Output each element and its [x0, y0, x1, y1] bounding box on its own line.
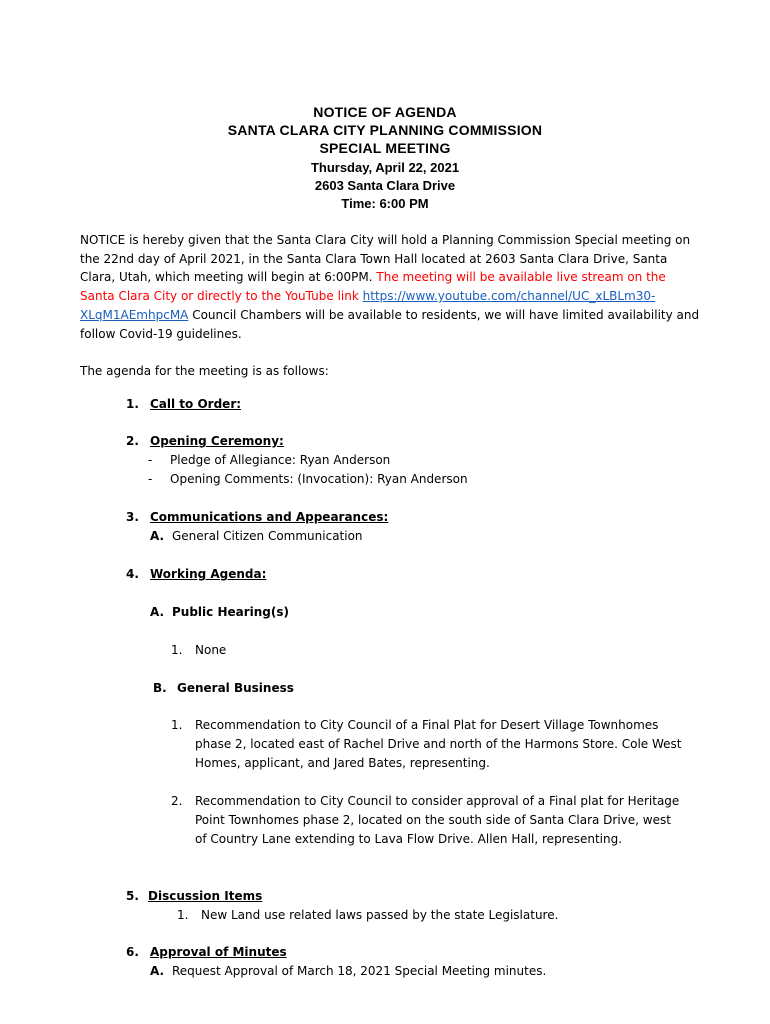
sub-letter: A.: [150, 529, 165, 543]
item-title: Working Agenda:: [150, 567, 267, 581]
item-number: 1.: [126, 397, 139, 411]
meeting-type: SPECIAL MEETING: [319, 140, 451, 156]
heritage-point-recommendation: Recommendation to City Council to consider approval of a Final plat for Heritage Point Townhomes phase 2, located on the south side of Santa Clara Drive, west of Country Lane extending to Lava Flow Drive. Allen Hall, representing.: [195, 794, 680, 846]
item-number: 3.: [126, 510, 139, 524]
discussion-item-1: [177, 906, 558, 925]
sub-number: 1.: [171, 643, 183, 657]
item-title: Approval of Minutes: [150, 945, 287, 959]
opening-comments-text: Opening Comments: (Invocation): Ryan Anderson: [170, 472, 468, 486]
meeting-address: 2603 Santa Clara Drive: [314, 178, 456, 193]
item-title: Discussion Items: [148, 889, 263, 903]
general-business-item-2-number: [171, 792, 182, 811]
agenda-item-1: [126, 395, 241, 414]
public-hearing-heading: [150, 603, 289, 622]
meeting-time: Time: 6:00 PM: [341, 196, 429, 211]
pledge-text: Pledge of Allegiance: Ryan Anderson: [170, 453, 391, 467]
intro-text: NOTICE is hereby given that the Santa Clara City will hold a Planning Commission Special meeting on the 22nd day of April 2021, in the Santa Clara Town Hall located at 2603 Santa Clara Drive, Santa Clara, Utah, which meeting will begin at 6:00PM.: [80, 233, 691, 285]
sub-number: 1.: [177, 908, 189, 922]
meeting-date: Thursday, April 22, 2021: [310, 160, 460, 175]
sub-letter: A.: [150, 964, 165, 978]
sub-letter: B.: [153, 681, 167, 695]
intro-paragraph: [80, 231, 700, 343]
notice-title: NOTICE OF AGENDA: [313, 104, 457, 120]
agenda-item-4: [126, 565, 266, 584]
general-business-heading: [153, 679, 294, 698]
youtube-link[interactable]: https://www.youtube.com/channel/UC_xLBLm30-XLqM1AEmhpcMA: [80, 289, 656, 322]
public-hearing-title: Public Hearing(s): [172, 605, 289, 619]
agenda-item-6: [126, 943, 287, 962]
citizen-communication-text: General Citizen Communication: [172, 529, 363, 543]
item-title: Communications and Appearances:: [150, 510, 389, 524]
item-number: 5.: [126, 889, 139, 903]
item-number: 4.: [126, 567, 139, 581]
agenda-item-3: [126, 508, 388, 527]
commission-title: SANTA CLARA CITY PLANNING COMMISSION: [227, 122, 543, 138]
sub-number: 2.: [171, 794, 183, 808]
bullet-dash: -: [148, 453, 153, 467]
sub-number: 1.: [171, 718, 183, 732]
item-number: 6.: [126, 945, 139, 959]
opening-comments-line: [148, 470, 468, 489]
minutes-approval-text: Request Approval of March 18, 2021 Special Meeting minutes.: [172, 964, 547, 978]
intro-after-link: Council Chambers will be available to residents, we will have limited availability and follow Covid-19 guidelines.: [80, 307, 700, 341]
minutes-approval-line: [150, 962, 546, 981]
bullet-dash: -: [148, 472, 153, 486]
public-hearing-item-1: [171, 641, 226, 660]
agenda-intro: The agenda for the meeting is as follows:: [80, 364, 329, 378]
agenda-item-2: [126, 432, 284, 451]
citizen-communication-line: [150, 527, 363, 546]
general-business-title: General Business: [177, 681, 294, 695]
desert-village-recommendation: Recommendation to City Council of a Final Plat for Desert Village Townhomes phase 2, located east of Rachel Drive and north of the Harmons Store. Cole West Homes, applicant, and Jared Bates, representing.: [195, 718, 682, 770]
sub-letter: A.: [150, 605, 165, 619]
pledge-line: [148, 451, 390, 470]
item-title: Call to Order:: [150, 397, 242, 411]
public-hearing-none: None: [195, 643, 227, 657]
general-business-item-1-number: [171, 716, 182, 735]
agenda-item-5: [126, 887, 262, 906]
livestream-note: The meeting will be available live stream on the Santa Clara City or directly to the YouTube link: [80, 270, 666, 304]
item-number: 2.: [126, 434, 139, 448]
discussion-item-text: New Land use related laws passed by the state Legislature.: [201, 908, 559, 922]
item-title: Opening Ceremony:: [150, 434, 284, 448]
